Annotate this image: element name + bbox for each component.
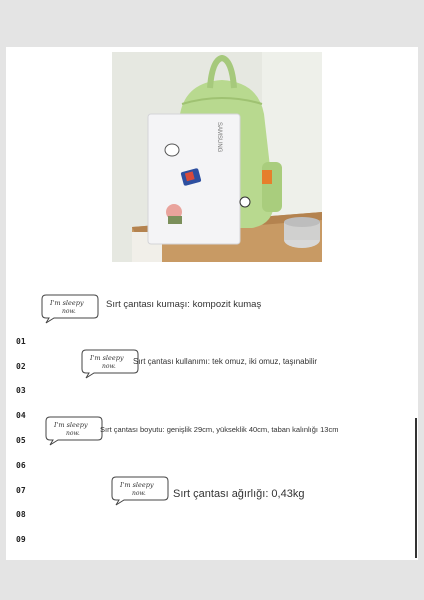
- row-number: 04: [16, 411, 26, 420]
- spec-usage: Sırt çantası kullanımı: tek omuz, iki omuz, taşınabilir: [133, 357, 318, 366]
- speech-bubble-icon: [110, 474, 170, 506]
- row-number: 07: [16, 486, 26, 495]
- bubble-line-2: now.: [62, 308, 76, 315]
- product-photo: [112, 52, 322, 262]
- row-number: 09: [16, 535, 26, 544]
- product-detail-page: [6, 47, 418, 560]
- bubble-line-1: I'm sleepy: [50, 299, 84, 307]
- bubble-line-2: now.: [102, 363, 116, 370]
- row-number: 01: [16, 337, 26, 346]
- scrollbar[interactable]: [415, 418, 417, 558]
- backpack-laptop-image: [112, 52, 322, 262]
- bubble-line-2: now.: [66, 430, 80, 437]
- spec-size: Sırt çantası boyutu: genişlik 29cm, yükseklik 40cm, taban kalınlığı 13cm: [100, 425, 339, 434]
- spec-weight: Sırt çantası ağırlığı: 0,43kg: [173, 488, 305, 500]
- spec-fabric: Sırt çantası kumaşı: kompozit kumaş: [106, 299, 262, 310]
- row-number: 08: [16, 510, 26, 519]
- speech-bubble-icon: [40, 292, 100, 324]
- speech-bubble-icon: [80, 347, 140, 379]
- row-number: 03: [16, 386, 26, 395]
- row-number: 06: [16, 461, 26, 470]
- row-number: 02: [16, 362, 26, 371]
- bubble-line-1: I'm sleepy: [120, 481, 154, 489]
- bubble-line-2: now.: [132, 490, 146, 497]
- row-number: 05: [16, 436, 26, 445]
- bubble-line-1: I'm sleepy: [54, 421, 88, 429]
- speech-bubble-icon: [44, 414, 104, 446]
- bubble-line-1: I'm sleepy: [90, 354, 124, 362]
- laptop-brand-text: SAMSUNG: [216, 122, 222, 153]
